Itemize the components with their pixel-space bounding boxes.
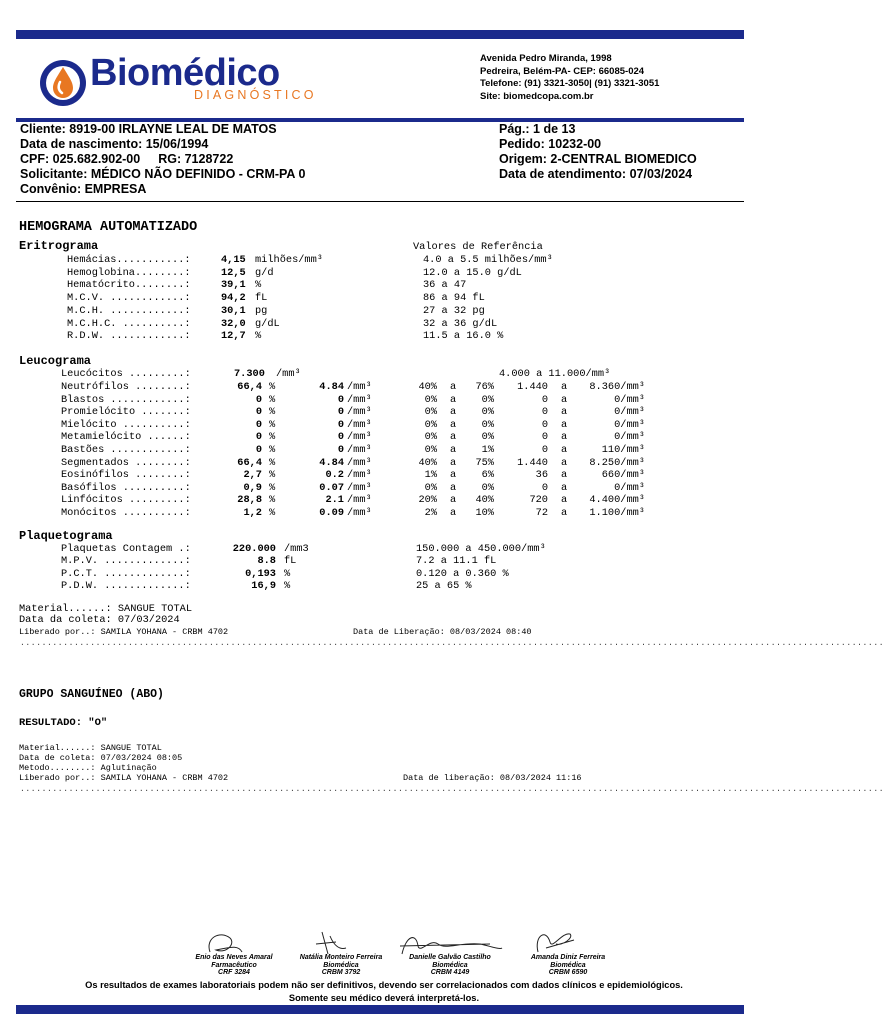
leuco-pct: 2,7 bbox=[243, 469, 262, 482]
leuco-ref-abs-min: 0 bbox=[541, 481, 548, 494]
leuco-ref-pct-max: 1% bbox=[481, 444, 494, 456]
plaq-label: M.P.V. .............: bbox=[61, 555, 191, 568]
signature-role: Biomédica bbox=[323, 961, 359, 969]
plaq-value: 0,193 bbox=[245, 567, 276, 580]
leuco-ref-a: a bbox=[450, 456, 457, 469]
hemograma-material: Material......: SANGUE TOTAL bbox=[19, 603, 193, 615]
signature-reg: CRBM 6590 bbox=[548, 969, 588, 976]
leuco-pct: 0 bbox=[255, 406, 262, 419]
leuco-ref-a: a bbox=[450, 444, 457, 456]
leuco-ref-pct-min: 1% bbox=[424, 469, 437, 482]
logo bbox=[38, 58, 88, 113]
leuco-ref-abs-min: 0 bbox=[541, 393, 548, 406]
leuco-ref-pct-min: 0% bbox=[424, 406, 437, 419]
leuco-ref-pct-min: 20% bbox=[418, 494, 437, 507]
leuco-pct: 66,4 bbox=[237, 456, 262, 469]
hemograma-coleta: Data da coleta: 07/03/2024 bbox=[19, 614, 180, 626]
leuco-ref-abs-max: 0/mm³ bbox=[614, 481, 645, 494]
leuco-ref-pct-max: 0% bbox=[481, 418, 494, 431]
leuco-ref-abs-min: 1.440 bbox=[517, 381, 548, 393]
leuco-label: Neutrófilos ........: bbox=[61, 381, 191, 393]
plaq-value: 220.000 bbox=[232, 543, 276, 555]
separator-dots-2: ................................................................................................................................................................ bbox=[20, 785, 884, 794]
leuco-ref-abs-min: 0 bbox=[541, 418, 548, 431]
address-line-2: Pedreira, Belém-PA- CEP: 66085-024 bbox=[480, 65, 645, 77]
signature-block bbox=[512, 954, 624, 977]
leucocitos-ref: 4.000 a 11.000/mm³ bbox=[499, 368, 611, 380]
eritro-ref: 12.0 a 15.0 g/dL bbox=[423, 266, 522, 279]
leuco-ref-a: a bbox=[450, 469, 457, 482]
leuco-abs-unit: /mm³ bbox=[347, 444, 372, 456]
eritro-ref: 11.5 a 16.0 % bbox=[423, 330, 504, 343]
leuco-ref-pct-max: 0% bbox=[481, 431, 494, 444]
abo-coleta: Data de coleta: 07/03/2024 08:05 bbox=[19, 753, 183, 763]
logo-sub-text: DIAGNÓSTICO bbox=[194, 88, 317, 102]
leuco-ref-a: a bbox=[450, 481, 457, 494]
leuco-pct-unit: % bbox=[269, 456, 276, 469]
leuco-pct: 28,8 bbox=[237, 494, 262, 507]
leuco-pct: 1,2 bbox=[243, 507, 262, 519]
leuco-abs: 0 bbox=[337, 418, 344, 431]
cpf-rg bbox=[20, 152, 305, 167]
eritro-unit: g/d bbox=[255, 266, 274, 279]
leuco-label: Bastões ............: bbox=[61, 444, 191, 456]
leuco-ref-pct-max: 0% bbox=[481, 481, 494, 494]
leuco-ref-a2: a bbox=[561, 393, 568, 406]
abo-metodo: Metodo........: Aglutinação bbox=[19, 763, 157, 773]
eritro-unit: % bbox=[255, 330, 262, 343]
leuco-label: Blastos ............: bbox=[61, 393, 191, 406]
top-bar bbox=[16, 30, 744, 39]
patient-divider bbox=[16, 201, 744, 202]
leuco-abs: 0 bbox=[337, 393, 344, 406]
plaq-unit: /mm3 bbox=[284, 543, 309, 555]
separator-dots-1: ................................................................................................................................................................ bbox=[20, 639, 884, 648]
leuco-pct-unit: % bbox=[269, 444, 276, 456]
leuco-label: Eosinófilos ........: bbox=[61, 469, 191, 482]
plaq-label: Plaquetas Contagem .: bbox=[61, 543, 191, 555]
leuco-ref-a: a bbox=[450, 507, 457, 519]
eritro-label: Hematócrito........: bbox=[67, 279, 191, 292]
leuco-abs: 4.84 bbox=[319, 456, 344, 469]
plaq-label: P.D.W. .............: bbox=[61, 580, 191, 593]
leucograma-title: Leucograma bbox=[19, 354, 92, 368]
leuco-ref-pct-max: 0% bbox=[481, 406, 494, 419]
leuco-pct: 66,4 bbox=[237, 381, 262, 393]
leuco-ref-abs-max: 1.100/mm³ bbox=[589, 507, 645, 519]
leuco-pct: 0 bbox=[255, 431, 262, 444]
convenio: Convênio: EMPRESA bbox=[20, 182, 147, 196]
leuco-pct-unit: % bbox=[269, 393, 276, 406]
leuco-ref-pct-min: 0% bbox=[424, 418, 437, 431]
eritro-value: 12,5 bbox=[221, 266, 246, 279]
leuco-ref-pct-max: 76% bbox=[475, 381, 494, 393]
eritro-unit: % bbox=[255, 279, 262, 292]
origem: Origem: 2-CENTRAL BIOMEDICO bbox=[499, 152, 697, 166]
eritro-unit: g/dL bbox=[255, 317, 280, 330]
abo-liberado: Liberado por..: SAMILA YOHANA - CRBM 4702 bbox=[19, 773, 229, 783]
leuco-abs: 4.84 bbox=[319, 381, 344, 393]
leuco-pct-unit: % bbox=[269, 381, 276, 393]
eritro-value: 12,7 bbox=[221, 330, 246, 343]
leuco-pct-unit: % bbox=[269, 406, 276, 419]
leuco-abs: 0 bbox=[337, 406, 344, 419]
leuco-pct: 0 bbox=[255, 418, 262, 431]
address-block bbox=[480, 53, 659, 103]
leuco-ref-abs-min: 72 bbox=[535, 507, 548, 519]
signature-role: Farmacêutico bbox=[211, 961, 257, 969]
plaq-ref: 150.000 a 450.000/mm³ bbox=[416, 543, 546, 555]
eritrograma-title: Eritrograma bbox=[19, 239, 99, 253]
abo-material: Material......: SANGUE TOTAL bbox=[19, 743, 162, 753]
leuco-ref-pct-max: 75% bbox=[475, 456, 494, 469]
leuco-abs-unit: /mm³ bbox=[347, 481, 372, 494]
leuco-ref-pct-max: 6% bbox=[481, 469, 494, 482]
abo-title: GRUPO SANGUÍNEO (ABO) bbox=[19, 688, 164, 701]
leuco-ref-a2: a bbox=[561, 469, 568, 482]
leuco-abs: 0.07 bbox=[319, 481, 344, 494]
data-atendimento: Data de atendimento: 07/03/2024 bbox=[499, 167, 693, 181]
drop-logo-icon bbox=[38, 58, 88, 108]
leuco-ref-a2: a bbox=[561, 431, 568, 444]
plaq-ref: 0.120 a 0.360 % bbox=[416, 567, 509, 580]
eritro-label: Hemácias...........: bbox=[67, 254, 191, 266]
signature-reg: CRBM 3792 bbox=[321, 969, 361, 976]
leuco-ref-abs-max: 0/mm³ bbox=[614, 406, 645, 419]
patient-info-right bbox=[499, 122, 697, 182]
leuco-ref-pct-max: 10% bbox=[475, 507, 494, 519]
leuco-ref-pct-max: 0% bbox=[481, 393, 494, 406]
rg: RG: 7128722 bbox=[158, 152, 234, 166]
eritro-value: 39,1 bbox=[221, 279, 246, 292]
leuco-ref-abs-max: 660/mm³ bbox=[601, 469, 645, 482]
leuco-abs-unit: /mm³ bbox=[347, 381, 372, 393]
leuco-label: Monócitos ..........: bbox=[61, 507, 191, 519]
leuco-ref-a2: a bbox=[561, 481, 568, 494]
address-line-1: Avenida Pedro Miranda, 1998 bbox=[480, 53, 612, 64]
signature-name: Amanda Diniz Ferreira bbox=[530, 954, 606, 961]
leuco-ref-a: a bbox=[450, 418, 457, 431]
solicitante: Solicitante: MÉDICO NÃO DEFINIDO - CRM-PA 0 bbox=[20, 167, 306, 181]
leuco-abs-unit: /mm³ bbox=[347, 494, 372, 507]
leuco-ref-pct-min: 0% bbox=[424, 444, 437, 456]
patient-info-left bbox=[20, 122, 305, 197]
leuco-ref-a2: a bbox=[561, 444, 568, 456]
eritro-unit: milhões/mm³ bbox=[255, 254, 323, 266]
plaq-unit: % bbox=[284, 567, 291, 580]
leucocitos-value: 7.300 bbox=[234, 368, 265, 380]
eritro-unit: fL bbox=[255, 292, 268, 305]
leuco-abs: 0 bbox=[337, 444, 344, 456]
abo-resultado: RESULTADO: "O" bbox=[19, 717, 108, 729]
leuco-ref-a2: a bbox=[561, 418, 568, 431]
leuco-label: Metamielócito ......: bbox=[61, 431, 191, 444]
bottom-bar bbox=[16, 1005, 744, 1014]
leuco-abs-unit: /mm³ bbox=[347, 507, 372, 519]
abo-liberacao: Data de liberação: 08/03/2024 11:16 bbox=[403, 773, 582, 783]
leuco-label: Promielócito .......: bbox=[61, 406, 191, 419]
leuco-abs: 0.09 bbox=[319, 507, 344, 519]
signature-reg: CRBM 4149 bbox=[430, 969, 470, 976]
footer-line-1: Os resultados de exames laboratoriais podem não ser definitivos, devendo ser correlacionados com dados clínicos e epidemiológicos. bbox=[85, 980, 683, 990]
eritro-label: M.C.H.C. ..........: bbox=[67, 317, 191, 330]
leuco-label: Segmentados ........: bbox=[61, 456, 191, 469]
leuco-ref-abs-max: 4.400/mm³ bbox=[589, 494, 645, 507]
signature-role: Biomédica bbox=[432, 961, 468, 969]
leuco-abs: 0 bbox=[337, 431, 344, 444]
leuco-label: Mielócito ..........: bbox=[61, 418, 191, 431]
eritro-ref: 36 a 47 bbox=[423, 279, 467, 292]
leuco-ref-pct-min: 0% bbox=[424, 393, 437, 406]
plaq-value: 16,9 bbox=[251, 580, 276, 593]
hemograma-title: HEMOGRAMA AUTOMATIZADO bbox=[19, 220, 198, 235]
site-line: Site: biomedcopa.com.br bbox=[480, 90, 594, 102]
plaq-unit: fL bbox=[284, 555, 297, 568]
leuco-ref-pct-min: 40% bbox=[418, 456, 437, 469]
eritro-label: Hemoglobina........: bbox=[67, 266, 191, 279]
leuco-ref-abs-min: 36 bbox=[535, 469, 548, 482]
leuco-pct-unit: % bbox=[269, 418, 276, 431]
leuco-ref-pct-max: 40% bbox=[475, 494, 494, 507]
eritro-value: 94,2 bbox=[221, 292, 246, 305]
signature-reg: CRF 3284 bbox=[218, 969, 250, 976]
signature-name: Danielle Galvão Castilho bbox=[409, 954, 491, 961]
plaquetograma-title: Plaquetograma bbox=[19, 529, 113, 543]
leuco-pct-unit: % bbox=[269, 469, 276, 482]
leuco-pct: 0 bbox=[255, 444, 262, 456]
pedido: Pedido: 10232-00 bbox=[499, 137, 602, 151]
leuco-pct-unit: % bbox=[269, 507, 276, 519]
leuco-ref-abs-min: 1.440 bbox=[517, 456, 548, 469]
leuco-abs: 2.1 bbox=[325, 494, 344, 507]
signature-block bbox=[285, 954, 397, 977]
eritro-label: M.C.H. ............: bbox=[67, 304, 191, 317]
eritro-unit: pg bbox=[255, 304, 268, 317]
leuco-abs: 0.2 bbox=[325, 469, 344, 482]
leuco-ref-abs-max: 8.250/mm³ bbox=[589, 456, 645, 469]
eritro-ref: 32 a 36 g/dL bbox=[423, 317, 498, 330]
leucocitos-unit: /mm³ bbox=[276, 368, 301, 380]
cpf: CPF: 025.682.902-00 bbox=[20, 152, 141, 166]
leuco-abs-unit: /mm³ bbox=[347, 456, 372, 469]
eritro-value: 32,0 bbox=[221, 317, 246, 330]
leuco-ref-pct-min: 40% bbox=[418, 381, 437, 393]
signature-name: Enio das Neves Amaral bbox=[195, 954, 273, 961]
leuco-pct-unit: % bbox=[269, 431, 276, 444]
logo-main-text: Biomédico bbox=[90, 52, 280, 94]
cliente: Cliente: 8919-00 IRLAYNE LEAL DE MATOS bbox=[20, 122, 277, 136]
eritro-ref: 4.0 a 5.5 milhões/mm³ bbox=[423, 254, 553, 266]
leuco-ref-a2: a bbox=[561, 406, 568, 419]
leucocitos-label: Leucócitos .........: bbox=[61, 368, 191, 380]
eritro-value: 30,1 bbox=[221, 304, 246, 317]
eritro-value: 4,15 bbox=[221, 254, 246, 266]
eritro-label: R.D.W. ............: bbox=[67, 330, 191, 343]
leuco-ref-a: a bbox=[450, 393, 457, 406]
eritro-ref: 27 a 32 pg bbox=[423, 304, 485, 317]
leuco-abs-unit: /mm³ bbox=[347, 406, 372, 419]
data-nascimento: Data de nascimento: 15/06/1994 bbox=[20, 137, 209, 151]
plaq-ref: 25 a 65 % bbox=[416, 580, 472, 593]
leuco-ref-abs-max: 8.360/mm³ bbox=[589, 381, 645, 393]
leuco-abs-unit: /mm³ bbox=[347, 418, 372, 431]
leuco-pct: 0,9 bbox=[243, 481, 262, 494]
leuco-abs-unit: /mm³ bbox=[347, 469, 372, 482]
ref-title: Valores de Referência bbox=[413, 241, 543, 253]
footer-text bbox=[0, 979, 768, 1005]
plaq-ref: 7.2 a 11.1 fL bbox=[416, 555, 497, 568]
leuco-ref-pct-min: 2% bbox=[424, 507, 437, 519]
leuco-abs-unit: /mm³ bbox=[347, 393, 372, 406]
leuco-pct: 0 bbox=[255, 393, 262, 406]
leuco-ref-abs-min: 0 bbox=[541, 444, 548, 456]
leuco-ref-abs-max: 0/mm³ bbox=[614, 393, 645, 406]
signature-name: Natália Monteiro Ferreira bbox=[299, 954, 383, 961]
leuco-ref-abs-min: 720 bbox=[529, 494, 548, 507]
leuco-ref-a2: a bbox=[561, 381, 568, 393]
signature-block bbox=[178, 954, 290, 977]
leuco-ref-a2: a bbox=[561, 456, 568, 469]
leuco-ref-pct-min: 0% bbox=[424, 481, 437, 494]
leuco-label: Linfócitos .........: bbox=[61, 494, 191, 507]
leuco-ref-pct-min: 0% bbox=[424, 431, 437, 444]
leuco-pct-unit: % bbox=[269, 481, 276, 494]
eritro-label: M.C.V. ............: bbox=[67, 292, 191, 305]
leuco-ref-abs-min: 0 bbox=[541, 406, 548, 419]
signature-block bbox=[394, 954, 506, 977]
plaq-value: 8.8 bbox=[257, 555, 276, 568]
leuco-ref-abs-max: 0/mm³ bbox=[614, 431, 645, 444]
leuco-ref-abs-max: 110/mm³ bbox=[601, 444, 645, 456]
leuco-ref-a: a bbox=[450, 494, 457, 507]
leuco-ref-a: a bbox=[450, 406, 457, 419]
leuco-pct-unit: % bbox=[269, 494, 276, 507]
footer-line-2: Somente seu médico deverá interpretá-los. bbox=[288, 993, 480, 1003]
leuco-ref-abs-max: 0/mm³ bbox=[614, 418, 645, 431]
plaq-unit: % bbox=[284, 580, 291, 593]
leuco-ref-a: a bbox=[450, 431, 457, 444]
signature-role: Biomédica bbox=[550, 961, 586, 969]
pagina: Pág.: 1 de 13 bbox=[499, 122, 576, 136]
plaq-label: P.C.T. .............: bbox=[61, 567, 191, 580]
leuco-ref-a2: a bbox=[561, 507, 568, 519]
leuco-ref-abs-min: 0 bbox=[541, 431, 548, 444]
hemograma-liberacao: Data de Liberação: 08/03/2024 08:40 bbox=[353, 627, 532, 637]
leuco-abs-unit: /mm³ bbox=[347, 431, 372, 444]
leuco-ref-a: a bbox=[450, 381, 457, 393]
hemograma-liberado: Liberado por..: SAMILA YOHANA - CRBM 4702 bbox=[19, 627, 229, 637]
eritro-ref: 86 a 94 fL bbox=[423, 292, 485, 305]
leuco-label: Basófilos ..........: bbox=[61, 481, 191, 494]
leuco-ref-a2: a bbox=[561, 494, 568, 507]
phone-line: Telefone: (91) 3321-3050| (91) 3321-3051 bbox=[480, 78, 660, 89]
